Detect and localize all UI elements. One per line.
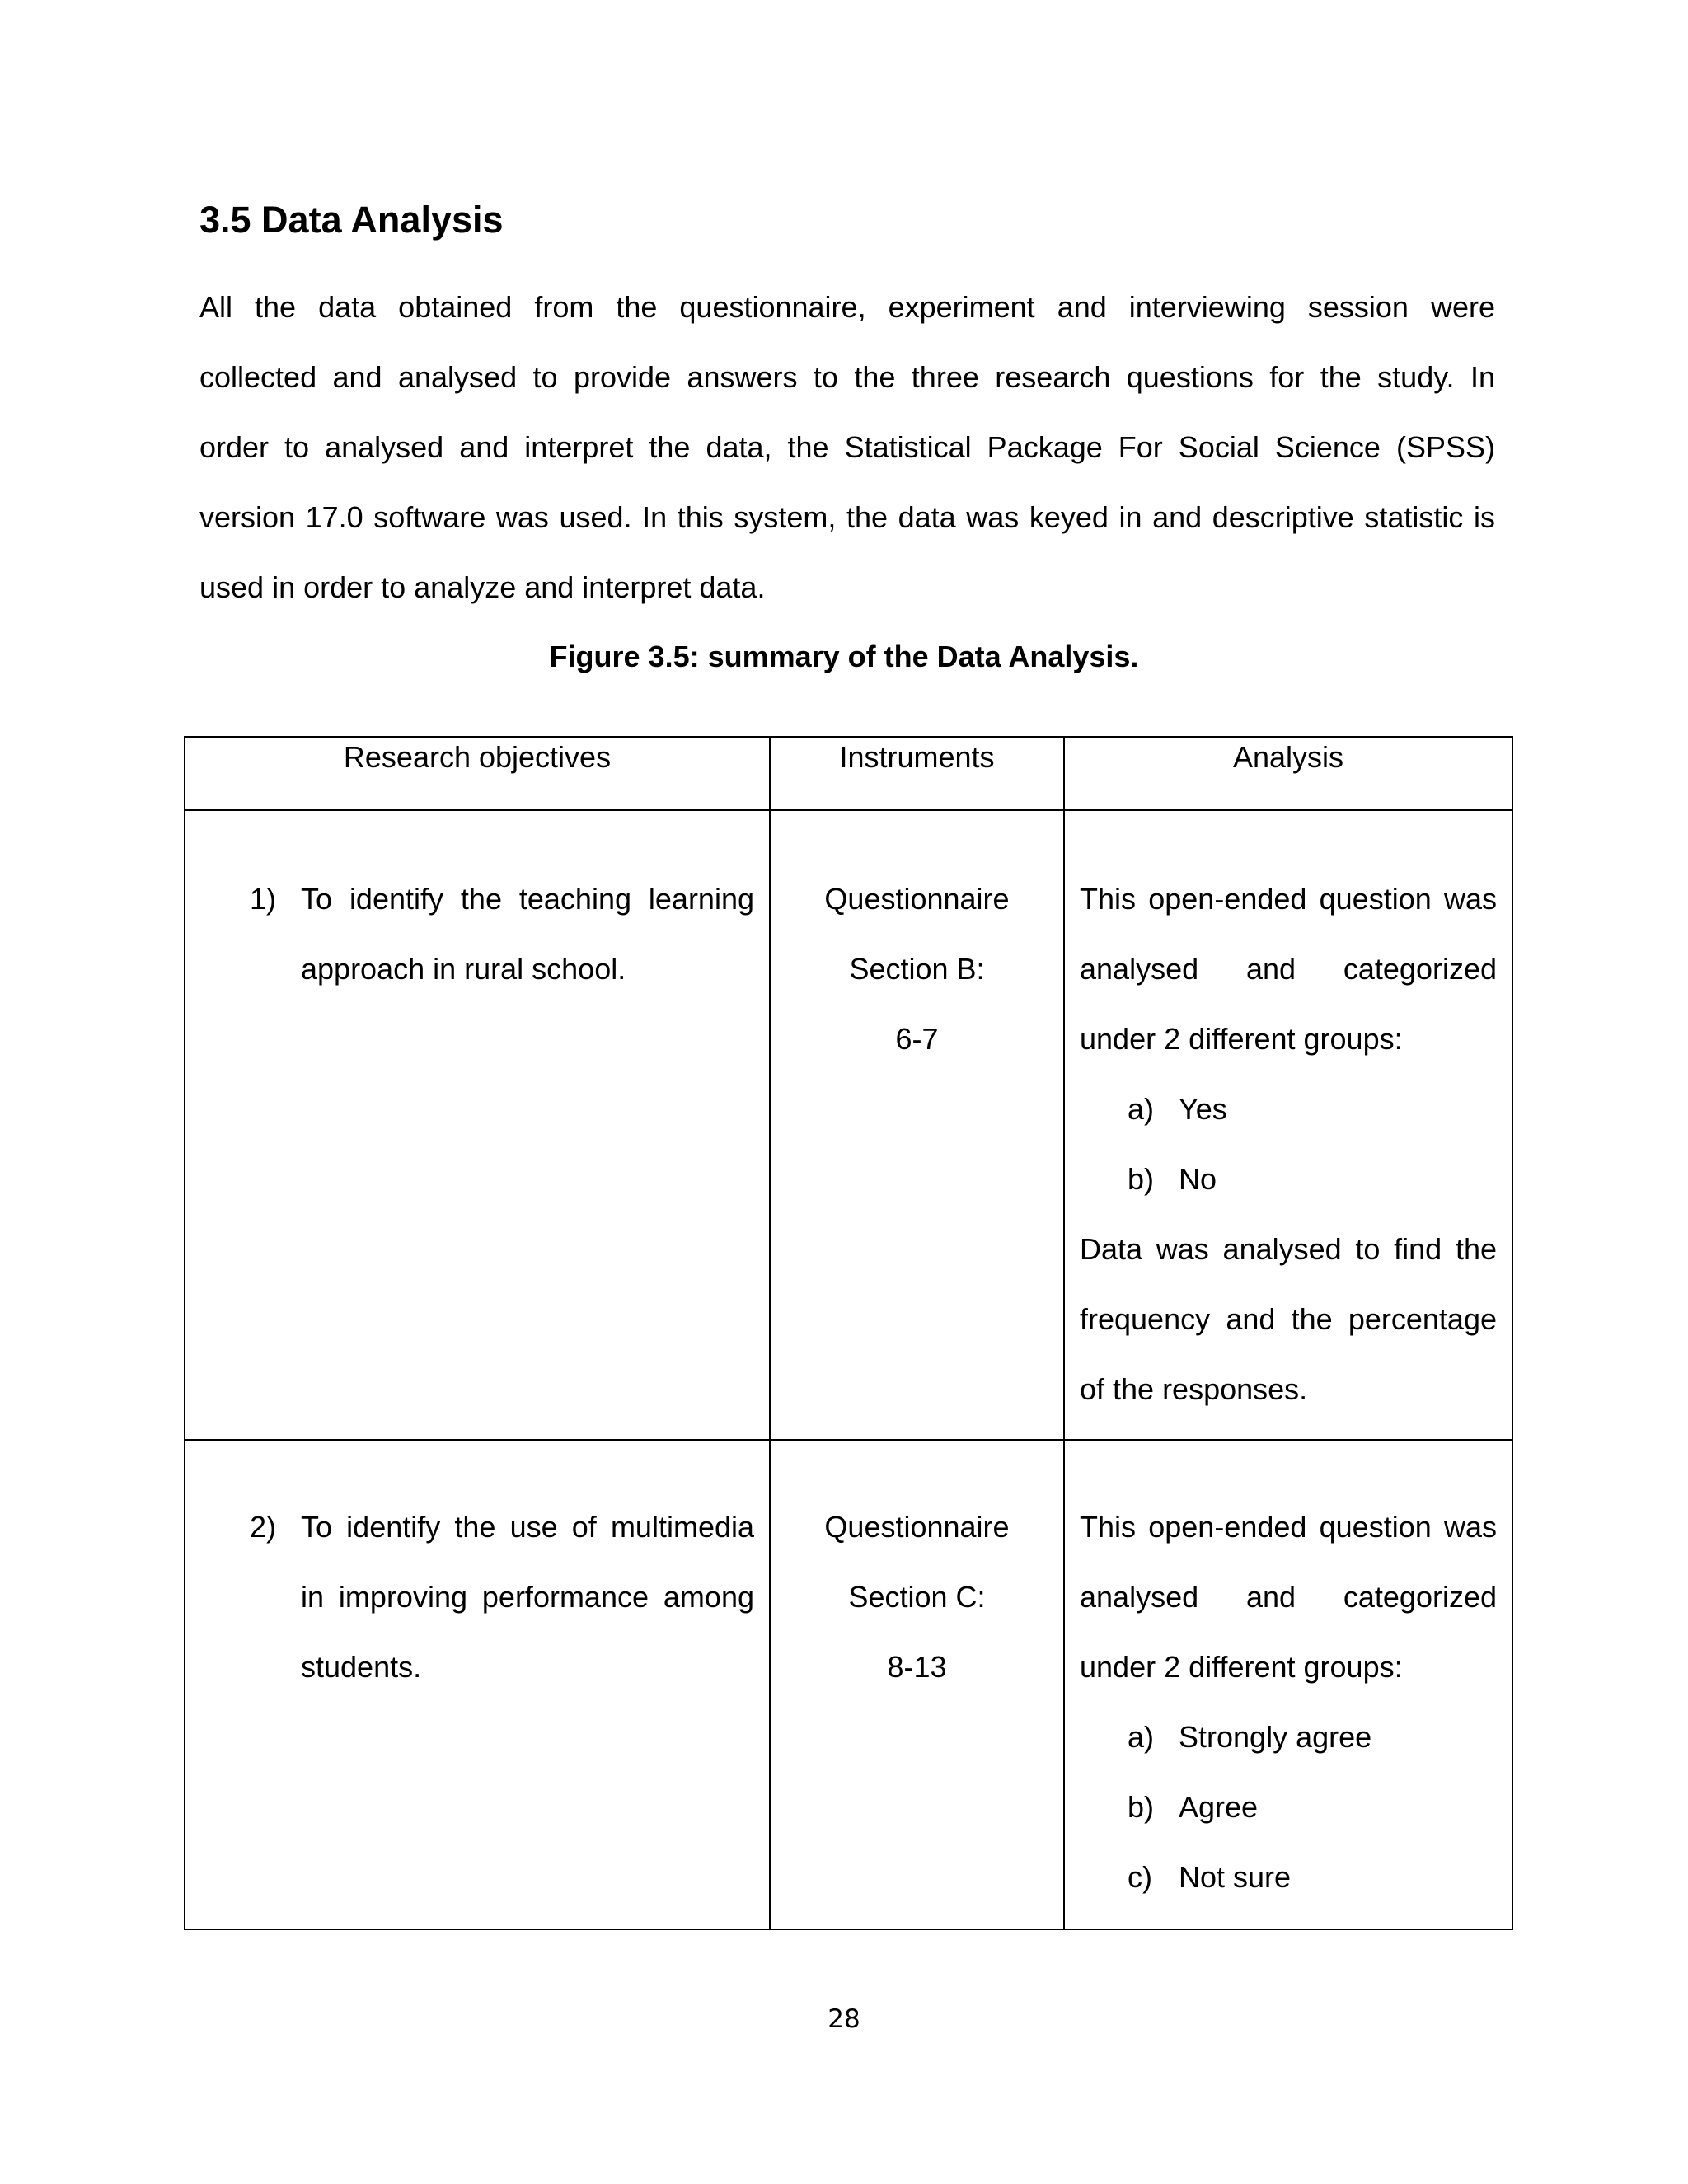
table-row [185,1440,1512,1929]
analysis-line: under 2 different groups: [1080,1022,1403,1056]
table-row [185,810,1512,1440]
instrument-line: Questionnaire [824,1510,1010,1544]
header-analysis: Analysis [1064,737,1512,810]
analysis-line: This open-ended question was [1080,882,1497,916]
figure-caption: Figure 3.5: summary of the Data Analysis. [549,640,1139,673]
section-heading: 3.5 Data Analysis [199,199,504,241]
instrument-cell [770,810,1064,1440]
option-text: Agree [1179,1790,1259,1824]
option-letter: c) [1128,1860,1152,1894]
instrument-line: Section B: [849,952,985,986]
analysis-line: under 2 different groups: [1080,1650,1403,1684]
analysis-option [1080,1702,1497,1772]
paragraph-line: used in order to analyze and interpret data. [199,570,766,604]
paragraph-line: All the data obtained from the questionnaire, experiment and interviewing session were [199,290,1495,324]
analysis-line: of the responses. [1080,1372,1308,1406]
analysis-option [1080,1842,1497,1912]
option-text: Strongly agree [1179,1720,1372,1754]
analysis-line: analysed and categorized [1080,952,1497,986]
analysis-line: analysed and categorized [1080,1580,1497,1614]
analysis-option [1080,1074,1497,1144]
paragraph-line: order to analysed and interpret the data, the Statistical Package For Social Science (SPSS) [199,430,1495,464]
analysis-line: frequency and the percentage [1080,1302,1497,1336]
analysis-cell [1064,810,1512,1440]
option-text: Yes [1179,1092,1227,1126]
objective-cell [185,810,770,1440]
analysis-cell [1064,1440,1512,1929]
objective-line: in improving performance among [301,1580,754,1614]
option-letter: b) [1128,1790,1155,1824]
analysis-option [1080,1772,1497,1842]
header-research-objectives: Research objectives [185,737,770,810]
objective-number: 1) [250,882,277,916]
option-text: Not sure [1179,1860,1292,1894]
objective-cell [185,1440,770,1929]
objective-line: students. [301,1650,422,1684]
analysis-line: This open-ended question was [1080,1510,1497,1544]
page-number: 28 [828,2004,860,2034]
option-letter: b) [1128,1162,1155,1196]
instrument-line: Section C: [848,1580,986,1614]
body-paragraph [199,272,1495,622]
header-instruments: Instruments [770,737,1064,810]
option-text: No [1179,1162,1217,1196]
objective-number: 2) [250,1510,277,1544]
paragraph-line: version 17.0 software was used. In this system, the data was keyed in and descriptive statistic is [199,500,1495,534]
instrument-line: 8-13 [887,1650,947,1684]
analysis-option [1080,1144,1497,1214]
objective-line: To identify the teaching learning [301,882,754,916]
table-header-row [185,737,1512,810]
objective-line: approach in rural school. [301,952,626,986]
data-analysis-table [184,736,1513,1930]
instrument-cell [770,1440,1064,1929]
instrument-line: 6-7 [895,1022,939,1056]
paragraph-line: collected and analysed to provide answers to the three research questions for the study. In [199,360,1495,394]
analysis-line: Data was analysed to find the [1080,1232,1497,1266]
objective-line: To identify the use of multimedia [301,1510,754,1544]
option-letter: a) [1128,1720,1155,1754]
instrument-line: Questionnaire [824,882,1010,916]
option-letter: a) [1128,1092,1155,1126]
